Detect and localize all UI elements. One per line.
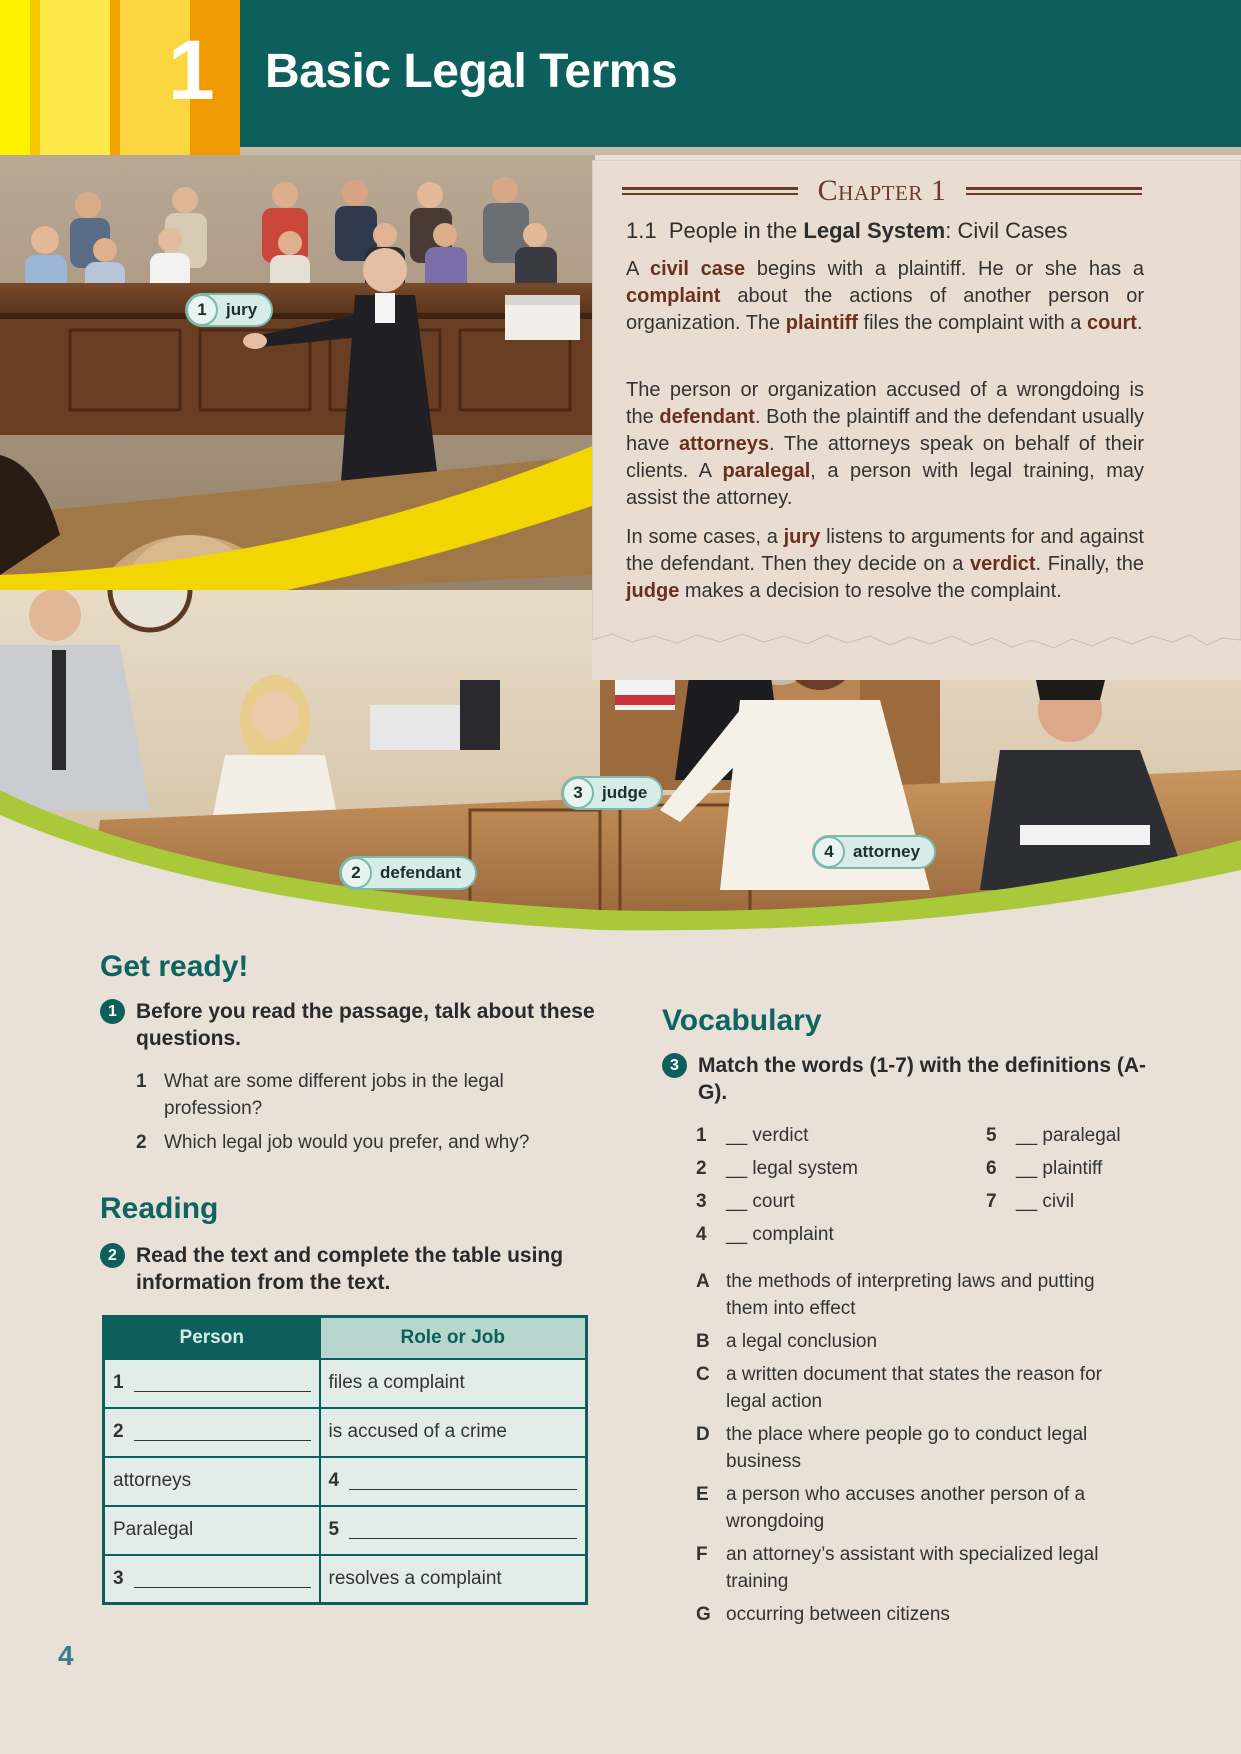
passage-text: begins with a plaintiff. He or she has a — [745, 258, 1144, 280]
chapter-heading — [622, 176, 1142, 206]
label-text: attorney — [853, 842, 921, 861]
vocab-word[interactable] — [986, 1158, 1102, 1180]
word-number: 5 — [986, 1125, 997, 1146]
label-attorney — [812, 835, 936, 869]
passage-text: about the actions of another person or organization. The — [626, 285, 1144, 334]
question-text: What are some different jobs in the legal profession? — [164, 1071, 504, 1119]
vocabulary-word-list — [696, 1125, 1176, 1255]
passage-text: . The attorneys speak on behalf of their clients. A — [626, 433, 1144, 482]
unit-number: 1 — [168, 23, 215, 117]
header-stripe — [30, 0, 40, 180]
answer-blank[interactable]: 2 — [104, 1408, 320, 1457]
list-item — [136, 1068, 576, 1122]
label-number: 3 — [562, 777, 594, 809]
vocab-word[interactable] — [696, 1125, 808, 1147]
definition-text: a legal conclusion — [726, 1331, 878, 1352]
passage-text: , a person with legal training, may assist the attorney. — [626, 460, 1144, 509]
reading-heading: Reading — [100, 1192, 219, 1225]
table-row — [104, 1408, 587, 1457]
key-term: judge — [626, 580, 680, 602]
definition-text: a written document that states the reason for legal action — [726, 1364, 1102, 1412]
list-item — [136, 1129, 576, 1156]
definition-text: the methods of interpreting laws and putting them into effect — [726, 1271, 1095, 1319]
key-term: defendant — [659, 406, 755, 428]
reading-table — [102, 1315, 588, 1605]
definition-item — [696, 1268, 1136, 1322]
instruction-text: Before you read the passage, talk about these questions. — [136, 1000, 595, 1050]
label-number: 1 — [186, 294, 218, 326]
key-term: complaint — [626, 285, 721, 307]
label-number: 4 — [813, 836, 845, 868]
passage-text: . Finally, the — [1035, 553, 1144, 575]
word-number: 7 — [986, 1191, 997, 1212]
table-cell: is accused of a crime — [320, 1408, 587, 1457]
passage-text: In some cases, a — [626, 526, 784, 548]
question-text: Which legal job would you prefer, and why? — [164, 1132, 530, 1153]
definition-text: the place where people go to conduct legal business — [726, 1424, 1088, 1472]
section-prefix: People in the — [668, 218, 798, 243]
passage-paragraph-3 — [626, 524, 1144, 605]
discussion-questions — [136, 1068, 576, 1163]
section-suffix: : Civil Cases — [945, 218, 1068, 243]
word-text: __ plaintiff — [1016, 1158, 1103, 1179]
passage-paragraph-2 — [626, 377, 1144, 512]
instruction-text: Read the text and complete the table using information from the text. — [136, 1244, 564, 1294]
word-number: 6 — [986, 1158, 997, 1179]
header-stripe — [40, 0, 110, 180]
passage-text: A — [626, 258, 650, 280]
header-stripe — [110, 0, 120, 180]
passage-text: . — [1136, 312, 1143, 334]
passage-text: listens to arguments for and against the defendant. Then they decide on a — [626, 526, 1144, 575]
label-text: jury — [226, 300, 258, 319]
vocab-word[interactable] — [696, 1158, 858, 1180]
section-number: 1.1 — [626, 218, 657, 243]
question-number: 1 — [136, 1071, 147, 1092]
section-bold: Legal System — [803, 218, 946, 243]
label-defendant — [339, 856, 477, 890]
table-row — [104, 1359, 587, 1408]
key-term: jury — [783, 526, 821, 548]
definitions-list — [696, 1268, 1136, 1634]
word-text: __ civil — [1016, 1191, 1075, 1212]
key-term: plaintiff — [785, 312, 858, 334]
word-text: __ court — [726, 1191, 795, 1212]
header-stripe — [0, 0, 30, 180]
label-jury — [185, 293, 273, 327]
key-term: paralegal — [722, 460, 811, 482]
key-term: court — [1086, 312, 1137, 334]
key-term: verdict — [969, 553, 1036, 575]
passage-paragraph-1 — [626, 256, 1144, 337]
definition-item — [696, 1361, 1136, 1415]
definition-item — [696, 1541, 1136, 1595]
word-text: __ paralegal — [1016, 1125, 1121, 1146]
key-term: civil case — [649, 258, 746, 280]
question-number: 2 — [136, 1132, 147, 1153]
answer-blank[interactable]: 4 — [320, 1457, 587, 1506]
word-text: __ legal system — [726, 1158, 859, 1179]
unit-title: Basic Legal Terms — [265, 45, 678, 98]
table-cell: files a complaint — [320, 1359, 587, 1408]
definition-letter: F — [696, 1544, 708, 1565]
definition-text: a person who accuses another person of a wrongdoing — [726, 1484, 1086, 1532]
get-ready-instruction — [100, 998, 600, 1052]
definition-letter: A — [696, 1271, 710, 1292]
instruction-text: Match the words (1-7) with the definitions (A-G). — [698, 1054, 1146, 1104]
definition-letter: D — [696, 1424, 710, 1445]
vocab-word[interactable] — [986, 1191, 1074, 1213]
word-text: __ complaint — [726, 1224, 834, 1245]
table-header-role: Role or Job — [320, 1317, 587, 1359]
vocabulary-heading: Vocabulary — [662, 1004, 822, 1037]
table-cell: attorneys — [104, 1457, 320, 1506]
word-number: 1 — [696, 1125, 707, 1146]
passage-text: makes a decision to resolve the complaint. — [679, 580, 1062, 602]
table-cell: resolves a complaint — [320, 1555, 587, 1604]
exercise-number: 1 — [100, 999, 125, 1024]
passage-text: The person or organization accused of a wrongdoing is the — [626, 379, 1144, 428]
passage-text: . Both the plaintiff and the defendant usually have — [626, 406, 1145, 455]
vocab-word[interactable] — [986, 1125, 1121, 1147]
definition-item — [696, 1481, 1136, 1535]
word-number: 2 — [696, 1158, 707, 1179]
chapter-title: Chapter 1 — [817, 174, 947, 207]
table-row — [104, 1457, 587, 1506]
definition-text: an attorney’s assistant with specialized legal training — [726, 1544, 1099, 1592]
definition-item — [696, 1328, 1136, 1355]
exercise-number: 2 — [100, 1243, 125, 1268]
table-cell: Paralegal — [104, 1506, 320, 1555]
get-ready-heading: Get ready! — [100, 950, 249, 983]
definition-text: occurring between citizens — [726, 1604, 950, 1625]
definition-letter: C — [696, 1364, 710, 1385]
answer-blank[interactable]: 5 — [320, 1506, 587, 1555]
answer-blank[interactable]: 3 — [104, 1555, 320, 1604]
definition-item — [696, 1421, 1136, 1475]
exercise-number: 3 — [662, 1053, 687, 1078]
vocab-word[interactable] — [696, 1224, 834, 1246]
definition-letter: G — [696, 1604, 711, 1625]
table-header-person: Person — [104, 1317, 320, 1359]
table-row — [104, 1506, 587, 1555]
answer-blank[interactable]: 1 — [104, 1359, 320, 1408]
definition-letter: B — [696, 1331, 710, 1352]
word-number: 4 — [696, 1224, 707, 1245]
label-judge — [561, 776, 663, 810]
label-number: 2 — [340, 857, 372, 889]
word-number: 3 — [696, 1191, 707, 1212]
definition-letter: E — [696, 1484, 709, 1505]
label-text: judge — [602, 783, 648, 802]
word-text: __ verdict — [726, 1125, 809, 1146]
reading-instruction — [100, 1242, 600, 1296]
vocabulary-instruction — [662, 1052, 1162, 1106]
table-row — [104, 1555, 587, 1604]
page-number: 4 — [58, 1640, 74, 1671]
label-text: defendant — [380, 863, 462, 882]
vocab-word[interactable] — [696, 1191, 795, 1213]
definition-item — [696, 1601, 1136, 1628]
key-term: attorneys — [679, 433, 770, 455]
section-title — [626, 218, 1067, 244]
passage-text: files the complaint with a — [857, 312, 1087, 334]
